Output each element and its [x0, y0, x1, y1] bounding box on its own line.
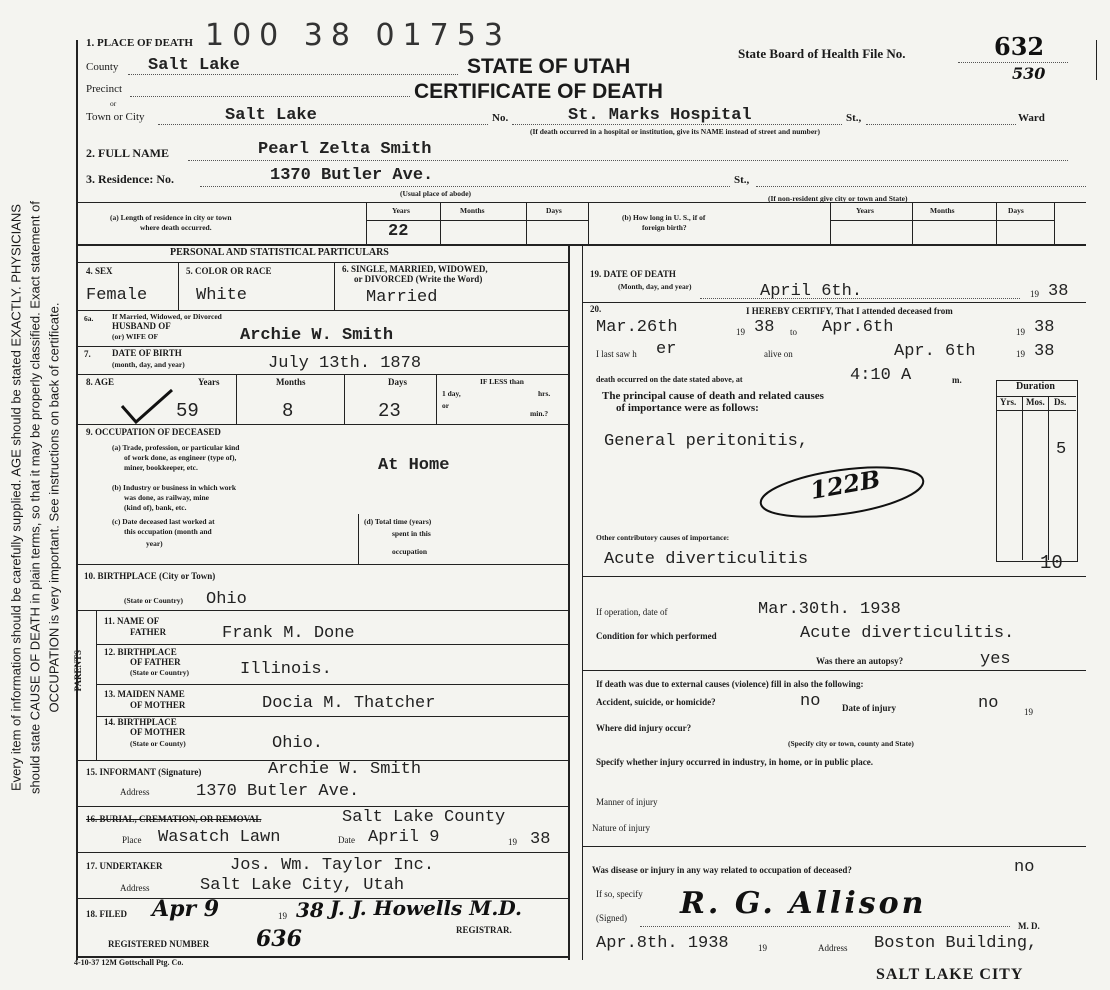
less-than-label-1: IF LESS than	[480, 377, 524, 386]
full-name-label: 2. FULL NAME	[86, 146, 170, 160]
birthplace-label-1: 10. BIRTHPLACE (City or Town)	[84, 571, 216, 581]
cause-code: 122B	[808, 464, 883, 505]
foreign-days-label: Days	[1008, 206, 1024, 215]
hospital-value: St. Marks Hospital	[568, 106, 752, 125]
usual-place-note: (Usual place of abode)	[400, 189, 472, 198]
attended-to-year-prefix: 19	[1016, 327, 1025, 337]
full-name-value: Pearl Zelta Smith	[258, 140, 432, 159]
alive-on-value: Apr. 6th	[894, 342, 976, 361]
less-than-or: or	[442, 401, 450, 410]
burial-value: Salt Lake County	[342, 808, 506, 827]
cause-label-1: The principal cause of death and related causes	[602, 390, 824, 402]
checkmark-icon	[118, 386, 178, 426]
attended-to-year: 38	[1034, 318, 1055, 337]
street-no-label: No.	[492, 112, 509, 124]
foreign-months-label: Months	[930, 206, 955, 215]
age-years-label: Years	[198, 377, 220, 387]
age-days-label: Days	[388, 377, 408, 387]
mother-value: Docia M. Thatcher	[262, 694, 436, 713]
burial-place-label: Place	[122, 835, 142, 845]
burial-label: 16. BURIAL, CREMATION, OR REMOVAL	[86, 814, 262, 824]
dob-no: 7.	[84, 349, 91, 359]
residence-label: 3. Residence: No.	[86, 172, 174, 186]
months-col-label: Months	[460, 206, 485, 215]
cause-label-2: of importance were as follows:	[616, 402, 759, 414]
accident-value: no	[800, 692, 821, 711]
certificate-serial-number: 100 38 01753	[205, 18, 511, 53]
duration-label: Duration	[1016, 381, 1055, 392]
spouse-value: Archie W. Smith	[240, 326, 394, 345]
spouse-label-1: If Married, Widowed, or Divorced	[112, 312, 222, 321]
certificate-title: CERTIFICATE OF DEATH	[414, 80, 663, 103]
nature-label: Nature of injury	[592, 823, 650, 833]
residence-length-label-2: where death occurred.	[140, 223, 212, 232]
contributory-duration: 10	[1040, 552, 1063, 574]
printer-footer: 4-10-37 12M Gottschall Ptg. Co.	[74, 958, 184, 967]
father-birthplace-label-3: (State or Country)	[130, 668, 190, 677]
alive-on-label: alive on	[764, 349, 793, 359]
external-causes-label: If death was due to external causes (violence) fill in also the following:	[596, 679, 864, 689]
father-birthplace-value: Illinois.	[240, 660, 332, 679]
foreign-birth-label-2: foreign birth?	[642, 223, 687, 232]
registrar-signature: J. J. Howells M.D.	[330, 896, 522, 920]
birthplace-label-2: (State or Country)	[124, 596, 184, 605]
occupation-a-3: miner, bookkeeper, etc.	[124, 463, 198, 472]
undertaker-label: 17. UNDERTAKER	[86, 861, 163, 871]
color-label: 5. COLOR OR RACE	[186, 266, 272, 276]
registrar-label: REGISTRAR.	[456, 925, 512, 935]
attended-to-label: to	[790, 327, 798, 337]
occupation-c-1: (c) Date deceased last worked at	[112, 517, 215, 526]
accident-label: Accident, suicide, or homicide?	[596, 697, 716, 707]
occupation-c-2: this occupation (month and	[124, 527, 212, 536]
father-birthplace-label-2: OF FATHER	[130, 657, 181, 667]
undertaker-value: Jos. Wm. Taylor Inc.	[230, 856, 435, 875]
physician-address-label: Address	[818, 943, 848, 953]
file-no-secondary: 530	[1012, 64, 1046, 83]
occupation-c-3: year)	[146, 539, 163, 548]
residence-st-label: St.,	[734, 174, 750, 186]
foreign-birth-label-1: (b) How long in U. S., if of	[622, 213, 706, 222]
sex-label: 4. SEX	[86, 266, 113, 276]
date-of-death-label-1: 19. DATE OF DEATH	[590, 269, 676, 279]
if-so-label: If so, specify	[596, 889, 643, 899]
injury-date-label: Date of injury	[842, 703, 896, 713]
precinct-label: Precinct	[86, 83, 123, 95]
operation-date-value: Mar.30th. 1938	[758, 600, 901, 619]
md-label: M. D.	[1018, 921, 1040, 931]
filed-label: 18. FILED	[86, 909, 128, 919]
mother-birthplace-value: Ohio.	[272, 734, 324, 753]
occupation-value: At Home	[378, 456, 450, 475]
father-label-1: 11. NAME OF	[104, 616, 160, 626]
date-of-death-label-2: (Month, day, and year)	[618, 282, 692, 291]
city-stamp: SALT LAKE CITY	[876, 966, 1024, 983]
st-label: St.,	[846, 112, 862, 124]
dob-label-1: DATE OF BIRTH	[112, 348, 182, 358]
mother-birthplace-label-1: 14. BIRTHPLACE	[104, 717, 177, 727]
condition-value: Acute diverticulitis.	[800, 624, 1015, 643]
occupation-a-2: of work done, as engineer (type of),	[124, 453, 237, 462]
attended-from-year: 38	[754, 318, 775, 337]
attended-to-value: Apr.6th	[822, 318, 894, 337]
age-months-label: Months	[276, 377, 306, 387]
occupation-related-value: no	[1014, 858, 1035, 877]
condition-label: Condition for which performed	[596, 631, 717, 641]
spouse-label-3: (or) WIFE OF	[112, 332, 159, 341]
time-suffix: m.	[952, 375, 962, 385]
contributory-value: Acute diverticulitis	[604, 550, 809, 569]
father-value: Frank M. Done	[222, 624, 355, 643]
occupation-label: 9. OCCUPATION OF DECEASED	[86, 427, 221, 437]
informant-value: Archie W. Smith	[268, 760, 422, 779]
side-instructions-2: should state CAUSE OF DEATH in plain terms, so that it may be properly classified. Exact statement of	[27, 201, 43, 794]
principal-cause-duration: 5	[1056, 440, 1067, 459]
mother-birthplace-label-3: (State or County)	[130, 739, 186, 748]
occupation-b-2: was done, as railway, mine	[124, 493, 210, 502]
duration-ds-label: Ds.	[1054, 397, 1067, 407]
less-than-label-2: 1 day,	[442, 389, 461, 398]
marital-value: Married	[366, 288, 438, 307]
informant-address-label: Address	[120, 787, 150, 797]
burial-year-prefix: 19	[508, 837, 517, 847]
county-label: County	[86, 61, 119, 73]
burial-date-label: Date	[338, 835, 355, 845]
or-label: or	[110, 99, 117, 108]
operation-label: If operation, date of	[596, 607, 668, 617]
date-of-death-value: April 6th.	[760, 282, 863, 301]
burial-date-value: April 9	[368, 828, 440, 847]
informant-label: 15. INFORMANT (Signature)	[86, 767, 202, 777]
dob-value: July 13th. 1878	[268, 354, 422, 373]
mother-birthplace-label-2: OF MOTHER	[130, 727, 186, 737]
spouse-no: 6a.	[84, 314, 94, 323]
spouse-label-2: HUSBAND OF	[112, 321, 171, 331]
undertaker-address-value: Salt Lake City, Utah	[200, 876, 405, 895]
certify-no: 20.	[590, 304, 602, 314]
signed-date-value: Apr.8th. 1938	[596, 934, 729, 953]
registered-number-label: REGISTERED NUMBER	[108, 939, 210, 949]
filed-year-prefix: 19	[278, 911, 287, 921]
place-of-death-label: 1. PLACE OF DEATH	[86, 37, 193, 49]
state-title: STATE OF UTAH	[467, 55, 631, 78]
duration-yrs-label: Yrs.	[1000, 397, 1017, 407]
town-label: Town or City	[86, 111, 145, 123]
injury-year-prefix: 19	[1024, 707, 1033, 717]
residence-value: 1370 Butler Ave.	[270, 166, 434, 185]
age-label: 8. AGE	[86, 377, 115, 387]
filed-year-value: 38	[296, 898, 324, 922]
specify-label: Specify whether injury occurred in industry, in home, or in public place.	[596, 757, 874, 767]
time-of-death-value: 4:10 A	[850, 366, 912, 385]
father-birthplace-label-1: 12. BIRTHPLACE	[104, 647, 177, 657]
side-instructions-1: Every item of information should be carefully supplied. AGE should be stated EXACTLY. PHYSICIANS	[8, 204, 24, 791]
alive-year-value: 38	[1034, 342, 1055, 361]
side-instructions-3: OCCUPATION is very important. See instructions on back of certificate.	[46, 302, 62, 713]
age-months-value: 8	[282, 400, 294, 422]
file-no-label: State Board of Health File No.	[738, 46, 906, 61]
informant-address-value: 1370 Butler Ave.	[196, 782, 360, 801]
mother-label-2: OF MOTHER	[130, 700, 186, 710]
less-than-hrs: hrs.	[538, 389, 551, 398]
undertaker-address-label: Address	[120, 883, 150, 893]
years-col-label: Years	[392, 206, 410, 215]
ward-label: Ward	[1018, 112, 1045, 124]
nonresident-note: (If non-resident give city or town and State)	[768, 194, 908, 203]
parents-label: PARENTS	[72, 650, 83, 692]
age-days-value: 23	[378, 400, 401, 422]
filed-date-value: Apr 9	[152, 896, 220, 922]
signed-year-prefix: 19	[758, 943, 767, 953]
town-value: Salt Lake	[225, 106, 317, 125]
signed-label: (Signed)	[596, 913, 627, 923]
autopsy-value: yes	[980, 650, 1011, 669]
hospital-note: (If death occurred in a hospital or institution, give its NAME instead of street and number)	[530, 127, 821, 136]
attended-from-year-prefix: 19	[736, 327, 745, 337]
days-col-label: Days	[546, 206, 562, 215]
physician-address-value: Boston Building,	[874, 934, 1038, 953]
occupation-d-1: (d) Total time (years)	[364, 517, 432, 526]
dob-label-2: (month, day, and year)	[112, 360, 185, 369]
residence-length-label-1: (a) Length of residence in city or town	[110, 213, 232, 222]
certify-label: I HEREBY CERTIFY, That I attended deceased from	[746, 306, 953, 316]
county-value: Salt Lake	[148, 56, 240, 75]
less-than-min: min.?	[530, 409, 549, 418]
occupation-related-label: Was disease or injury in any way related to occupation of deceased?	[592, 865, 852, 875]
duration-mos-label: Mos.	[1026, 397, 1045, 407]
physician-signature: R. G. Allison	[680, 886, 927, 921]
manner-label: Manner of injury	[596, 797, 658, 807]
foreign-years-label: Years	[856, 206, 874, 215]
mother-label-1: 13. MAIDEN NAME	[104, 689, 185, 699]
occurred-label: death occurred on the date stated above, at	[596, 375, 743, 384]
marital-label-1: 6. SINGLE, MARRIED, WIDOWED,	[342, 264, 488, 274]
age-years-value: 59	[176, 400, 199, 422]
occupation-d-3: occupation	[392, 547, 428, 556]
dod-year-prefix: 19	[1030, 289, 1039, 299]
principal-cause-value: General peritonitis,	[604, 432, 809, 451]
personal-header: PERSONAL AND STATISTICAL PARTICULARS	[170, 247, 389, 258]
burial-place-value: Wasatch Lawn	[158, 828, 281, 847]
injury-date-value: no	[978, 694, 999, 713]
marital-label-2: or DIVORCED (Write the Word)	[354, 274, 483, 284]
father-label-2: FATHER	[130, 627, 167, 637]
residence-years-value: 22	[388, 222, 409, 241]
last-saw-label: I last saw h	[596, 349, 637, 359]
alive-year-prefix: 19	[1016, 349, 1025, 359]
occupation-a-1: (a) Trade, profession, or particular kind	[112, 443, 240, 452]
attended-from-value: Mar.26th	[596, 318, 678, 337]
where-injury-note: (Specify city or town, county and State)	[788, 739, 914, 748]
color-value: White	[196, 286, 248, 305]
file-no: 632	[994, 32, 1045, 61]
contributory-label: Other contributory causes of importance:	[596, 533, 730, 542]
last-saw-value: er	[656, 340, 677, 359]
burial-year-value: 38	[530, 830, 551, 849]
occupation-b-3: (kind of), bank, etc.	[124, 503, 187, 512]
autopsy-label: Was there an autopsy?	[816, 656, 904, 666]
dod-year-value: 38	[1048, 282, 1069, 301]
where-injury-label: Where did injury occur?	[596, 723, 692, 733]
registered-number-value: 636	[256, 926, 302, 952]
sex-value: Female	[86, 286, 148, 305]
occupation-b-1: (b) Industry or business in which work	[112, 483, 237, 492]
occupation-d-2: spent in this	[392, 529, 431, 538]
birthplace-value: Ohio	[206, 590, 247, 609]
